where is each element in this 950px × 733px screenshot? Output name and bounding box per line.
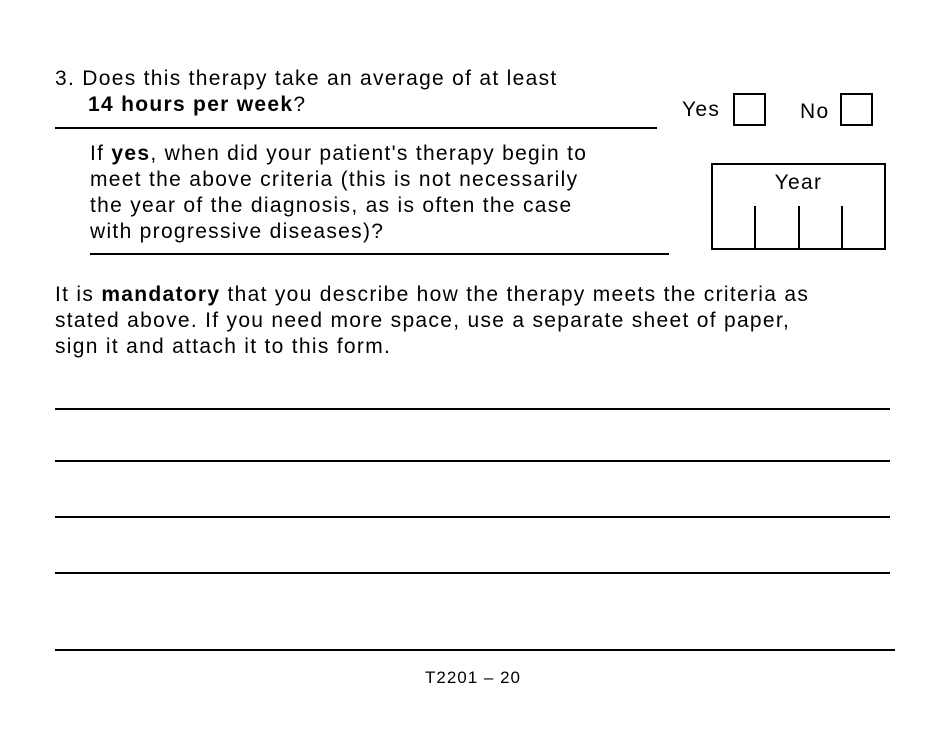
instructions-line-1: [55, 282, 809, 308]
followup-yes-bold: yes: [111, 142, 151, 165]
yes-label: Yes: [682, 98, 721, 121]
followup-if: If: [90, 142, 105, 165]
year-digit-4[interactable]: [841, 206, 884, 248]
year-digit-2[interactable]: [754, 206, 797, 248]
instructions-start: It is: [55, 283, 95, 306]
instructions-line-2: stated above. If you need more space, use a separate sheet of paper,: [55, 309, 791, 332]
year-digit-cells: [713, 206, 884, 248]
instructions-line-3: sign it and attach it to this form.: [55, 335, 392, 358]
answer-line-1[interactable]: [55, 386, 890, 410]
instructions-mandatory-bold: mandatory: [101, 283, 221, 306]
year-digit-1[interactable]: [713, 206, 754, 248]
question-number: 3.: [55, 67, 76, 90]
followup-line-1: [90, 141, 587, 167]
answer-line-4[interactable]: [55, 550, 890, 574]
yes-checkbox[interactable]: [733, 93, 766, 126]
followup-line-3: the year of the diagnosis, as is often the case: [90, 194, 573, 217]
year-label: Year: [774, 171, 823, 194]
instructions-line-1-rest: that you describe how the therapy meets the criteria as: [227, 283, 810, 306]
question-line-2: [88, 92, 306, 118]
followup-line-4: with progressive diseases)?: [90, 220, 385, 243]
question-bold-criteria: 14 hours per week: [88, 93, 294, 116]
question-underline: [55, 127, 657, 129]
followup-line-2: meet the above criteria (this is not necessarily: [90, 168, 579, 191]
no-label: No: [800, 100, 830, 123]
year-digit-3[interactable]: [798, 206, 841, 248]
form-footer-id: T2201 – 20: [425, 668, 522, 687]
page-bottom-rule: [55, 649, 895, 651]
no-checkbox[interactable]: [840, 93, 873, 126]
answer-line-2[interactable]: [55, 438, 890, 462]
followup-line-1-rest: , when did your patient's therapy begin to: [150, 142, 588, 165]
year-field: [711, 163, 886, 250]
answer-line-3[interactable]: [55, 494, 890, 518]
question-mark: ?: [293, 93, 307, 116]
question-line-1: [55, 66, 558, 92]
followup-underline: [90, 253, 669, 255]
question-text-line-1: Does this therapy take an average of at least: [82, 67, 558, 90]
